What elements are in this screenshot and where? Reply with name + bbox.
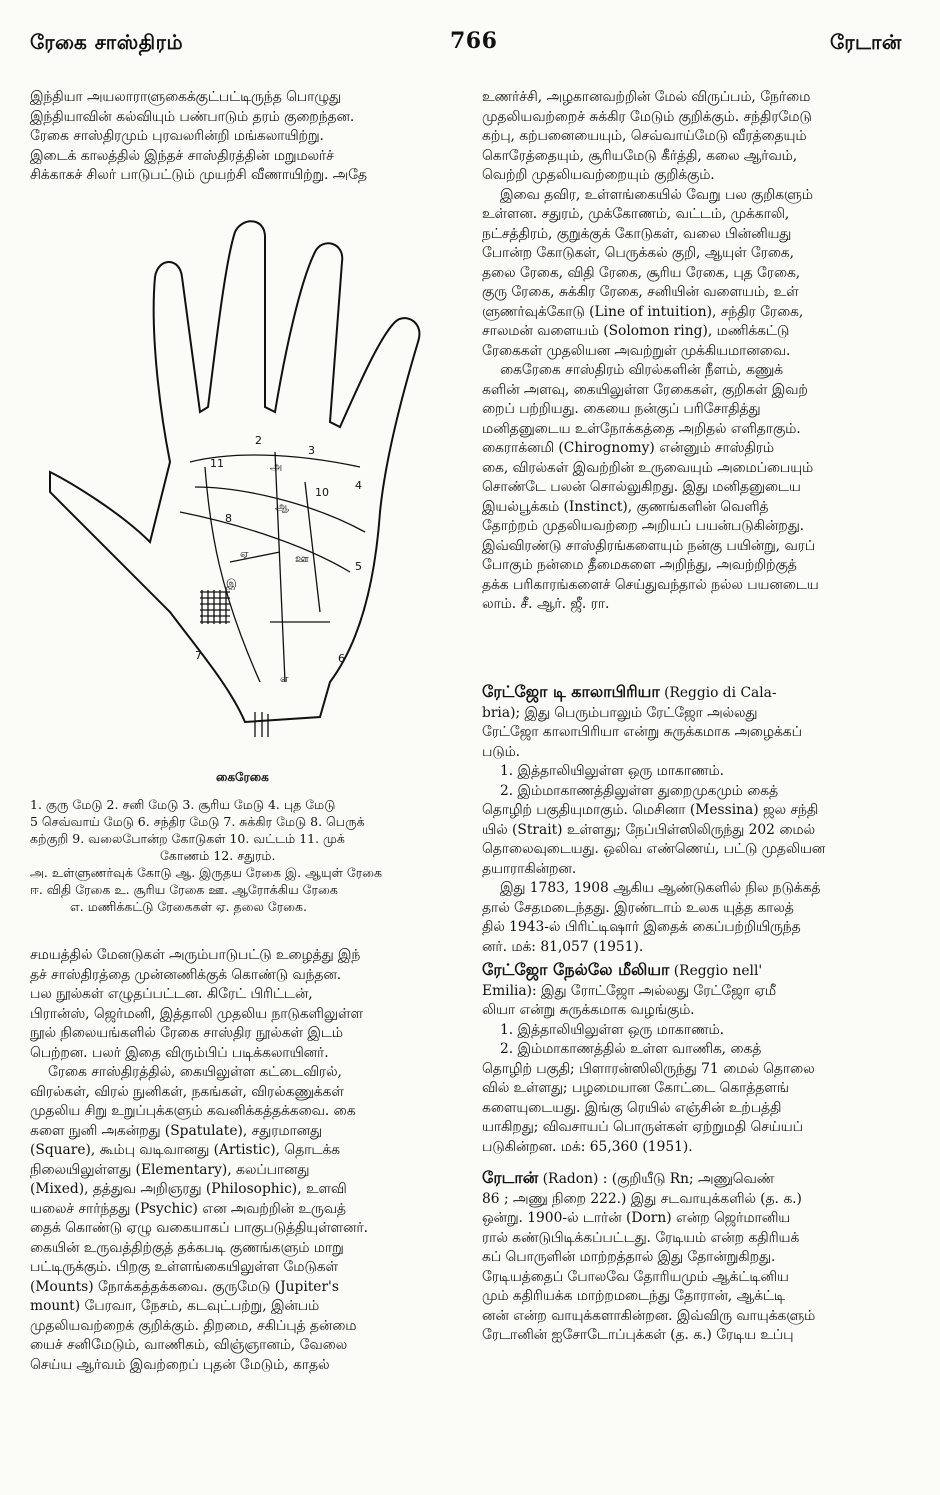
legend-line: கோணம் 12. சதுரம். (160, 848, 276, 863)
figure-label: 2 (255, 434, 262, 447)
running-head-right: ரேடான் (830, 30, 902, 54)
text-line: மனிதனுடைய உள்நோக்கத்தை அறிதல் எளிதாகும். (482, 420, 801, 437)
text-line: உள்ளன. சதுரம், முக்கோணம், வட்டம், முக்காலி, (482, 206, 790, 222)
legend-line: அ. உள்ளுணர்வுக் கோடு ஆ. இருதய ரேகை இ. ஆயுள் ரேகை (30, 865, 382, 880)
text-line: களின் அளவு, கையிலுள்ள ரேகைகள், குறிகள் இவற் (482, 381, 808, 398)
text-line: (Reggio di Cala- (659, 685, 777, 701)
figure-label: ஆ (275, 500, 289, 513)
text-line: தொழிற் பகுதி; பிளாரன்ஸிலிருந்து 71 மைல் தொலை (482, 1060, 815, 1077)
text-line: 1. இத்தாலியிலுள்ள ஒரு மாகாணம். (500, 1021, 724, 1038)
text-line: னர். மக்: 81,057 (1951). (482, 938, 644, 955)
text-line: 2. இம்மாகாணத்திலுள்ள துறைமுகமும் கைத் (500, 782, 778, 799)
text-line: இந்தியாவின் கல்வியும் பண்பாடும் தரம் குறைந்தன. (30, 108, 355, 125)
figure-label: 5 (355, 560, 362, 573)
text-line: மும் கதிரியக்க மாற்றமடைந்து தோரான், ஆக்ட்டி (482, 1288, 785, 1304)
text-line: செய்ய ஆர்வம் இவற்றைப் புதன் மேடும், காதல் (30, 1356, 330, 1373)
text-line: வில் உள்ளது; பழமையான கோட்டை கொத்தளங் (482, 1080, 789, 1096)
right-paragraph-1 (482, 88, 912, 615)
legend-line: ஈ. விதி ரேகை உ. சூரிய ரேகை ஊ. ஆரோக்கிய ரேகை (30, 882, 338, 897)
text-line: சொண்டே பலன் சொல்லுகிறது. இது மனிதனுடைய (482, 479, 801, 495)
text-line: mount) பேரவா, நேசம், கடவுட்பற்று, இன்பம் (30, 1298, 320, 1314)
text-line: இது 1783, 1908 ஆகிய ஆண்டுகளில் நில நடுக்கத் (500, 880, 821, 896)
legend-line: எ. மணிக்கட்டு ரேகைகள் ஏ. தலை ரேகை. (70, 899, 307, 914)
running-head-left: ரேகை சாஸ்திரம் (30, 30, 184, 54)
figure-legend (30, 796, 470, 915)
text-line: லாம். சீ. ஆர். ஜீ. ரா. (482, 596, 610, 612)
text-line: கொரேத்தையும், சூரியமேடு கீர்த்தி, கலை ஆர்வம், (482, 147, 798, 164)
text-line: போகும் நன்மை தீமைகளை அறிந்து, அவற்றிற்குத் (482, 557, 797, 573)
text-line: 1. இத்தாலியிலுள்ள ஒரு மாகாணம். (500, 763, 724, 779)
text-line: தொலைவுடையது. ஒலிவ எண்ணெய், பட்டு முதலியன (482, 841, 826, 857)
text-line: படுகின்றன. மக்: 65,360 (1951). (482, 1138, 693, 1155)
text-line: (Radon) : (குறியீடு Rn; அணுவெண் (538, 1171, 775, 1187)
text-line: யலைச் சார்ந்தது (Psychic) என அவற்றின் உருவத் (30, 1200, 346, 1217)
text-line: ரேகைகள் முதலியன அவற்றுள் முக்கியமானவை. (482, 342, 791, 359)
text-line: இவை தவிர, உள்ளங்கையில் வேறு பல குறிகளும் (500, 186, 813, 203)
text-line: பட்டிருக்கும். பிறகு உள்ளங்கையிலுள்ள மேடுகள் (30, 1259, 338, 1275)
figure-label: இ (226, 577, 237, 590)
text-line: (Mounts) நோக்கத்தக்கவை. குருமேடு (Jupiter's (30, 1278, 339, 1295)
text-line: கைராக்னமி (Chirognomy) என்னும் சாஸ்திரம் (482, 440, 775, 456)
page-number: 766 (450, 28, 498, 54)
text-line: சிக்காகச் சிலர் பாடுபட்டும் முயற்சி வீணாயிற்று. அதே (30, 167, 367, 183)
text-line: 86 ; அணு நிறை 222.) இது சடவாயுக்களில் (த. க.) (482, 1190, 802, 1207)
text-line: லியா என்று சுருக்கமாக வழங்கும். (482, 1002, 695, 1018)
text-line: ரால் கண்டுபிடிக்கப்பட்டது. ரேடியம் என்ற கதிரியக் (482, 1229, 800, 1246)
text-line: இவ்விரண்டு சாஸ்திரங்களையும் நன்கு பயின்று, வரப் (482, 537, 816, 554)
text-line: னன் என்ற வாயுக்களாகின்றன. இவ்விரு வாயுக்களும் (482, 1307, 816, 1324)
text-line: வெற்றி முதலியவற்றையும் குறிக்கும். (482, 167, 715, 183)
text-line: தயாராகின்றன. (482, 860, 577, 877)
figure-label: 7 (195, 649, 202, 662)
text-line: (Square), கூம்பு வடிவானது (Artistic), தொடக்க (30, 1142, 340, 1158)
text-line: 2. இம்மாகாணத்தில் உள்ள வாணிக, கைத் (500, 1041, 762, 1057)
text-line: ரேகை சாஸ்திரத்தில், கையிலுள்ள கட்டைவிரல், (48, 1064, 342, 1080)
text-line: யில் (Strait) உள்ளது; நேப்பிள்ஸிலிருந்து 202 மைல் (482, 821, 815, 838)
text-line: கை, விரல்கள் இவற்றின் உருவையும் அமைப்பையும் (482, 459, 814, 476)
left-body-paragraph (30, 946, 470, 1375)
text-line: கப் பொருளின் மாற்றத்தால் இது தோன்றுகிறது. (482, 1249, 776, 1265)
text-line: உணர்ச்சி, அழகானவற்றின் மேல் விருப்பம், நேர்மை (482, 89, 811, 105)
entry-heading: ரேட்ஜோ நேல்லே மீலியா (482, 960, 670, 979)
text-line: கைரேகை சாஸ்திரம் விரல்களின் நீளம், கணுக் (500, 362, 783, 378)
text-line: ரேகை சாஸ்திரமும் புரவலரின்றி மங்கலாயிற்று. (30, 128, 324, 144)
text-line: ரேடியத்தைப் போலவே தோரியமும் ஆக்ட்டினிய (482, 1268, 789, 1285)
figure-label: எ (280, 672, 289, 685)
text-line: பிரான்ஸ், ஜெர்மனி, இத்தாலி முதலிய நாடுகளிலுள்ள (30, 1005, 363, 1022)
figure-label: 3 (308, 444, 315, 457)
figure-label: ஏ (240, 547, 249, 560)
text-line: விரல்கள், விரல் நுனிகள், நகங்கள், விரல்கணுக்கள் (30, 1083, 344, 1100)
text-line: களை நுனி அகன்றது (Spatulate), சதுரமானது (30, 1122, 323, 1139)
text-line: முதலியவற்றைக் குறிக்கும். திறமை, சகிப்புத் தன்மை (30, 1317, 357, 1334)
text-line: கையின் உருவத்திற்குத் தக்கபடி குணங்களும் மாறு (30, 1239, 344, 1256)
entry-heading: ரேடான் (482, 1168, 539, 1187)
text-line: தொழிற் பகுதியுமாகும். மெசினா (Messina) ஜல சந்தி (482, 802, 819, 818)
text-line: பல நூல்கள் எழுதப்பட்டன. கிரேட் பிரிட்டன், (30, 986, 313, 1002)
text-line: யைச் சனிமேடும், வாணிகம், விஞ்ஞானம், வேலை (30, 1337, 348, 1353)
text-line: முதலியவற்றைச் சுக்கிர மேடும் குறிக்கும். சந்திரமேடு (482, 108, 812, 125)
entry-reggio-calabria (482, 682, 912, 957)
text-line: இந்தியா அயலாராளுகைக்குட்பட்டிருந்த பொழுது (30, 89, 341, 105)
text-line: Emilia): இது ரோட்ஜோ அல்லது ரேட்ஜோ ஏமீ (482, 982, 777, 999)
legend-line: கற்குறி 9. வலைபோன்ற கோடுகள் 10. வட்டம் 11. முக் (30, 831, 345, 846)
text-line: முதலிய சிறு உறுப்புக்களும் கவனிக்கத்தக்கவை. கை (30, 1103, 356, 1119)
entry-radon (482, 1168, 912, 1346)
text-line: சாலமன் வளையம் (Solomon ring), மணிக்கட்டு (482, 323, 790, 339)
figure-label: அ (270, 460, 283, 473)
text-line: இயல்பூக்கம் (Instinct), குணங்களின் வெளித் (482, 498, 769, 515)
text-line: (Mixed), தத்துவ அறிஞரது (Philosophic), உளவி (30, 1181, 347, 1197)
text-line: தோற்றம் முதலியவற்றை அறியப் பயன்படுகின்றது. (482, 518, 805, 534)
text-line: களையுடையது. இங்கு ரெயில் எஞ்சின் உற்பத்தி (482, 1099, 782, 1116)
text-line: பெற்றன. பலர் இதை விரும்பிப் படிக்கலாயினர். (30, 1044, 329, 1061)
text-line: போன்ற கோடுகள், பெருக்கல் குறி, ஆயுள் ரேகை, (482, 245, 795, 261)
text-line: தக்க பரிகாரங்களைச் செய்துவந்தால் நல்ல பயனடைய (482, 576, 819, 593)
text-line: ளுணர்வுக்கோடு (Line of intuition), சந்திர ரேகை, (482, 303, 804, 320)
text-line: ரேடானின் ஐசோடோப்புக்கள் (த. க.) ரேடிய உப்பு (482, 1327, 794, 1343)
text-line: தலை ரேகை, விதி ரேகை, சூரிய ரேகை, புத ரேகை, (482, 264, 801, 281)
figure-label: 11 (210, 457, 224, 470)
text-line: ஒன்று. 1900-ல் டார்ன் (Dorn) என்ற ஜெர்மானிய (482, 1210, 791, 1226)
text-line: யாகிறது; விவசாயப் பொருள்கள் ஏற்றுமதி செய்யப் (482, 1119, 803, 1135)
text-line: படும். (482, 743, 521, 760)
figure-label: 4 (355, 479, 362, 492)
figure-label: ஊ (295, 552, 309, 565)
hand-outline (50, 221, 419, 722)
figure-label: 10 (315, 486, 329, 499)
text-line: (Reggio nell' (669, 963, 763, 979)
entry-heading: ரேட்ஜோ டி காலாபிரியா (482, 682, 660, 701)
text-line: தில் 1943-ல் பிரிட்டிஷார் இதைக் கைப்பற்றியிருந்த (482, 919, 801, 935)
figure-label: 8 (225, 512, 232, 525)
text-line: கற்பு, கற்பனையையும், செவ்வாய்மேடு வீரத்தையும் (482, 128, 807, 144)
text-line: bria); இது பெரும்பாலும் ரேட்ஜோ அல்லது (482, 704, 758, 721)
figure-caption: கைரேகை (216, 770, 269, 784)
text-line: இடைக் காலத்தில் இந்தச் சாஸ்திரத்தின் மறுமலர்ச் (30, 147, 334, 164)
entry-reggio-emilia (482, 960, 912, 1157)
text-line: தைக் கொண்டு ஏழு வகையாகப் பாகுபடுத்தியுள்ளனர். (30, 1220, 368, 1236)
text-line: நட்சத்திரம், குறுக்குக் கோடுகள், வலை பின்னியது (482, 225, 792, 242)
text-line: தால் சேதமடைந்தது. இரண்டாம் உலக யுத்த காலத் (482, 899, 794, 916)
text-line: நூல் நிலையங்களில் ரேகை சாஸ்திர நூல்கள் இடம் (30, 1025, 343, 1041)
legend-line: 1. குரு மேடு 2. சனி மேடு 3. சூரிய மேடு 4. புத மேடு (30, 797, 336, 812)
text-line: சமயத்தில் மேனடுகள் அரும்பாடுபட்டு உழைத்து இந் (30, 947, 361, 963)
text-line: நிலையிலுள்ளது (Elementary), கலப்பானது (30, 1161, 310, 1178)
palm-illustration (30, 212, 470, 767)
text-line: குரு ரேகை, சுக்கிர ரேகை, சனியின் வளையம், உள் (482, 284, 799, 300)
grid-mark (200, 590, 230, 624)
text-line: றைப் பற்றியது. கையை நன்குப் பரிசோதித்து (482, 401, 761, 417)
figure-label: 6 (338, 652, 345, 665)
left-intro-paragraph (30, 88, 470, 186)
text-line: ரேட்ஜோ காலாபிரியா என்று சுருக்கமாக அழைக்கப் (482, 724, 802, 740)
legend-line: 5 செவ்வாய் மேடு 6. சந்திர மேடு 7. சுக்கிர மேடு 8. பெருக் (30, 814, 365, 829)
text-line: தச் சாஸ்திரத்தை முன்னணிக்குக் கொண்டு வந்தன. (30, 966, 342, 983)
